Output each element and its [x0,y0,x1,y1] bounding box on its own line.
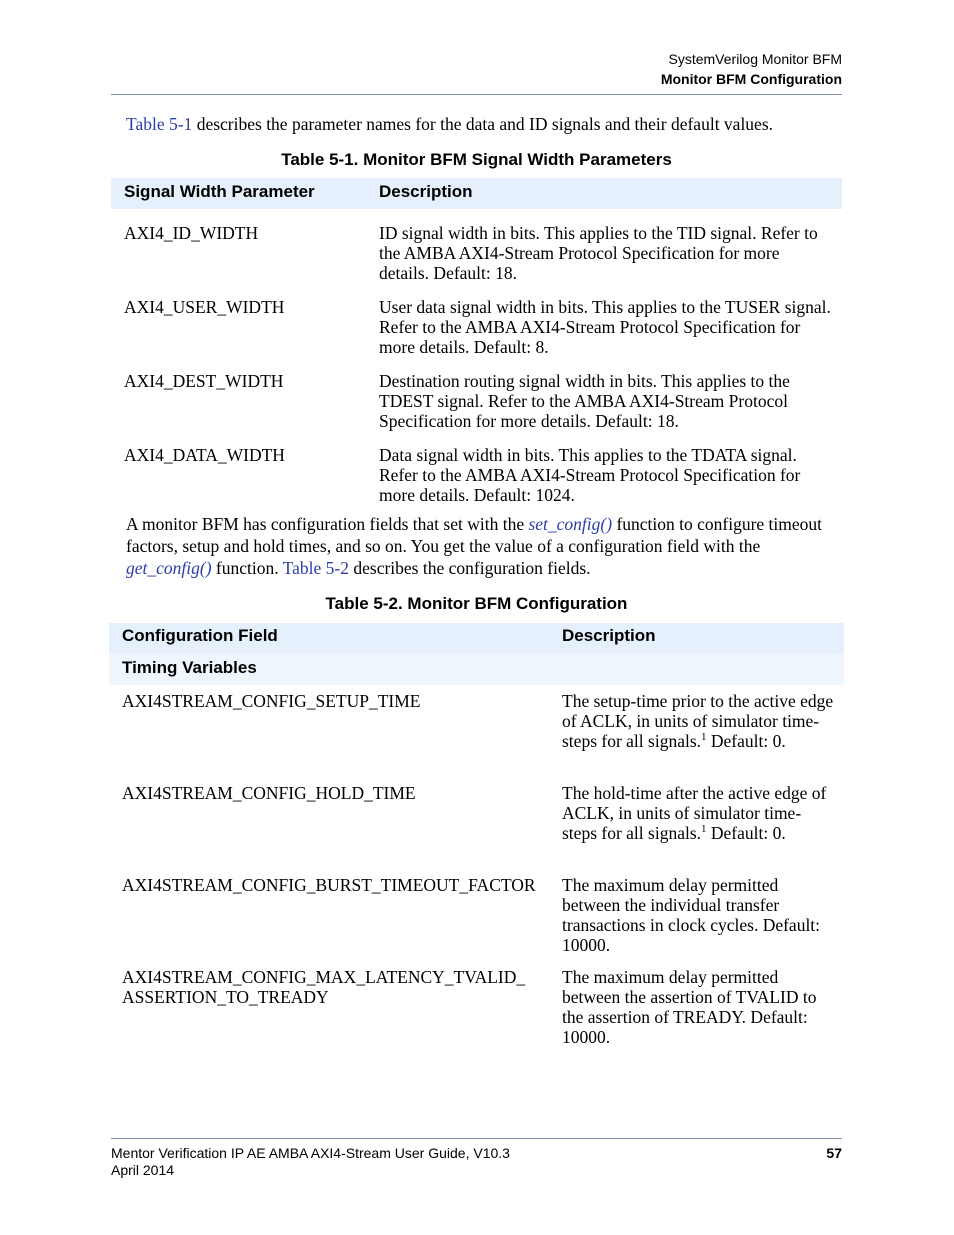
table-header-row [109,623,844,654]
config-field-description: The maximum delay permitted between the assertion of TVALID to the assertion of TREADY. Default: 10000. [562,967,817,1047]
table-row [109,869,844,961]
page-number: 57 [826,1145,842,1161]
footnote-marker: 1 [701,731,707,744]
config-field-name: AXI4STREAM_CONFIG_MAX_LATENCY_TVALID_ ASSERTION_TO_TREADY [122,967,526,1007]
section-title: Timing Variables [109,654,844,685]
column-header: Description [549,623,844,654]
table-header-row [111,178,842,209]
table-row [109,685,844,777]
parameter-name: AXI4_USER_WIDTH [124,297,285,317]
parameter-description: User data signal width in bits. This applies to the TUSER signal. Refer to the AMBA AXI4-Stream Protocol Specification for more details. Default: 8. [379,297,831,357]
footnote-marker: 1 [701,823,707,836]
footer-date: April 2014 [111,1162,175,1178]
parameter-description: Destination routing signal width in bits. This applies to the TDEST signal. Refer to the AMBA AXI4-Stream Protocol Specification for more details. Default: 18. [379,371,790,431]
table-row [111,283,842,357]
config-field-name: AXI4STREAM_CONFIG_SETUP_TIME [122,691,421,711]
table-5-2-link[interactable]: Table 5-2 [282,558,349,578]
section-row [109,654,844,685]
intro-paragraph: Table 5-1 describes the parameter names for the data and ID signals and their default values. [126,114,774,134]
config-table [109,623,844,1053]
config-field-description: The maximum delay permitted between the individual transfer transactions in clock cycles. Default: 10000. [562,875,821,955]
config-field-description: The hold-time after the active edge of ACLK, in units of simulator time-steps for all signals.$^1$ Default: 0. [562,783,827,843]
parameter-description: ID signal width in bits. This applies to the TID signal. Refer to the AMBA AXI4-Stream Protocol Specification for more details. Default: 18. [379,223,818,283]
footer-title: Mentor Verification IP AE AMBA AXI4-Stream User Guide, V10.3 [111,1145,510,1161]
parameter-name: AXI4_DATA_WIDTH [124,445,285,465]
table-row [111,209,842,283]
parameter-name: AXI4_ID_WIDTH [124,223,259,243]
table-5-1-link[interactable]: Table 5-1 [126,114,193,134]
set-config-link[interactable]: set_config() [528,514,613,534]
config-field-name: AXI4STREAM_CONFIG_HOLD_TIME [122,783,416,803]
table2-caption: Table 5-2. Monitor BFM Configuration [325,594,628,613]
column-header: Configuration Field [109,623,549,654]
table-row [109,777,844,869]
config-field-description: The setup-time prior to the active edge of ACLK, in units of simulator time-steps for all signals.$^1$ Default: 0. [562,691,834,751]
table-row [111,431,842,505]
signal-width-table [111,178,842,505]
table-row [109,961,844,1053]
header-section: Monitor BFM Configuration [660,71,842,87]
parameter-description: Data signal width in bits. This applies to the TDATA signal. Refer to the AMBA AXI4-Stream Protocol Specification for more details. Default: 1024. [379,445,801,505]
footer-divider [111,1138,842,1139]
table1-caption: Table 5-1. Monitor BFM Signal Width Parameters [281,150,672,169]
column-header: Description [366,178,842,209]
config-paragraph: A monitor BFM has configuration fields that set with the set_config() function to configure timeout factors, setup and hold times, and so on. You get the value of a configuration field with the get_config() function. Table 5-2 describes the configuration fields. [126,514,823,578]
config-field-name: AXI4STREAM_CONFIG_BURST_TIMEOUT_FACTOR [122,875,536,895]
header-chapter: SystemVerilog Monitor BFM [668,51,842,67]
column-header: Signal Width Parameter [111,178,366,209]
header-divider [111,94,842,95]
parameter-name: AXI4_DEST_WIDTH [124,371,284,391]
get-config-link[interactable]: get_config() [126,558,212,578]
table-row [111,357,842,431]
